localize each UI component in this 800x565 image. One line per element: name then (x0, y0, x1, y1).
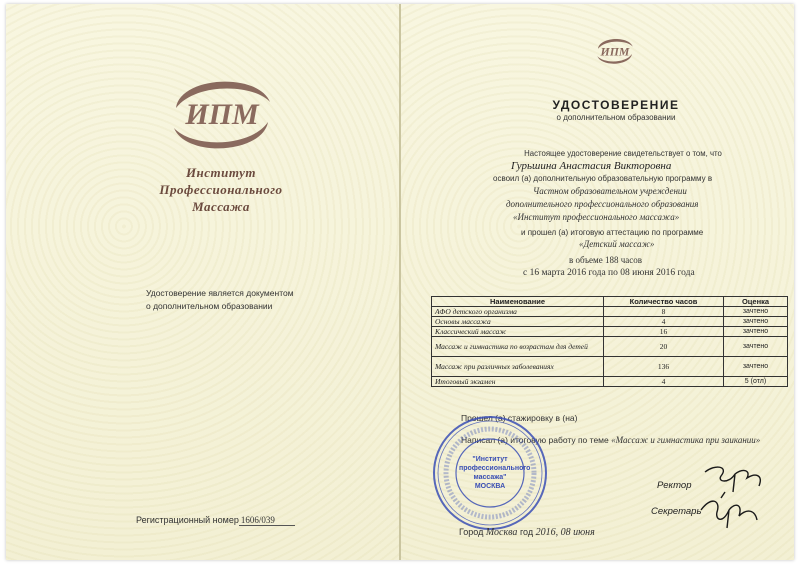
subject-cell: Классический массаж (432, 327, 604, 337)
secretary-signature (697, 490, 761, 532)
stamp-line: "Институт (472, 456, 508, 463)
holder-name: Гурьшина Анастасия Викторовна (511, 160, 672, 172)
certificate-subtitle: о дополнительном образовании (556, 113, 676, 122)
institute-name-line: Профессионального (159, 182, 283, 197)
institute-logo (158, 68, 286, 160)
hours-cell: 136 (604, 357, 724, 377)
certificate-spread (6, 4, 794, 560)
certificate-title: УДОСТОВЕРЕНИЕ (552, 98, 680, 112)
table-row (432, 327, 788, 337)
right-page (401, 4, 794, 560)
reg-label: Регистрационный номер (136, 515, 239, 525)
stamp-line: МОСКВА (474, 483, 506, 490)
table-row (432, 317, 788, 327)
note-line: о дополнительном образовании (146, 301, 273, 311)
subject-cell: Массаж при различных заболеваниях (432, 357, 604, 377)
subject-cell: Массаж и гимнастика по возрастам для детей (432, 337, 604, 357)
grade-cell: зачтено (724, 337, 788, 357)
year-label: год (519, 527, 534, 537)
hours-table (431, 296, 788, 387)
attestation-line: и прошел (а) итоговую аттестацию по программе (521, 228, 704, 237)
table-row (432, 377, 788, 387)
institute-name (116, 164, 326, 215)
table-header: Оценка (724, 297, 788, 307)
reg-number-value: 1606/039 (239, 515, 295, 526)
program-line: освоил (а) дополнительную образовательную программу в (493, 174, 713, 183)
grade-cell: зачтено (724, 307, 788, 317)
table-row (432, 337, 788, 357)
hours-cell: 16 (604, 327, 724, 337)
hours-cell: 4 (604, 377, 724, 387)
registration-number (136, 515, 295, 526)
intro-text: Настоящее удостоверение свидетельствует о том, что (524, 149, 722, 158)
rector-label: Ректор (657, 480, 692, 491)
city-label: Город (459, 527, 484, 537)
city-value: Москва (485, 527, 518, 538)
logo-text: ИПМ (185, 98, 259, 131)
institute-logo-small (591, 34, 639, 68)
logo-text: ИПМ (600, 44, 630, 59)
org-line: Частном образовательном учреждении (533, 186, 687, 196)
program-name: «Детский массаж» (579, 239, 655, 249)
hours-cell: 4 (604, 317, 724, 327)
stamp-line: профессионального (459, 465, 531, 472)
institute-name-line: Массажа (192, 199, 250, 214)
thesis-topic: «Массаж и гимнастика при заикании» (611, 435, 761, 445)
table-header: Количество часов (604, 297, 724, 307)
org-line: «Институт профессионального массажа» (513, 212, 680, 222)
secretary-label: Секретарь (651, 506, 702, 517)
issue-date: 2016, 08 июня (535, 527, 595, 538)
dates-line: с 16 марта 2016 года по 08 июня 2016 года (523, 268, 695, 278)
document-note (146, 287, 326, 313)
subject-cell: АФО детского организма (432, 307, 604, 317)
hours-cell: 20 (604, 337, 724, 357)
stamp-line: массажа" (473, 474, 507, 481)
left-page (6, 4, 399, 560)
subject-cell: Основы массажа (432, 317, 604, 327)
table-header: Наименование (432, 297, 604, 307)
grade-cell: 5 (отл) (724, 377, 788, 387)
grade-cell: зачтено (724, 317, 788, 327)
grade-cell: зачтено (724, 327, 788, 337)
table-row (432, 357, 788, 377)
stamp-text (459, 455, 531, 491)
thesis-label: Написал (а) итоговую работу по теме (461, 435, 609, 445)
internship-line: Прошел (а) стажировку в (на) (461, 413, 578, 423)
table-row (432, 307, 788, 317)
hours-cell: 8 (604, 307, 724, 317)
org-line: дополнительного профессионального образования (506, 199, 699, 209)
city-date-line (459, 527, 595, 538)
subject-cell: Итоговый экзамен (432, 377, 604, 387)
grade-cell: зачтено (724, 357, 788, 377)
note-line: Удостоверение является документом (146, 288, 294, 298)
volume-line: в объеме 188 часов (569, 255, 642, 265)
institute-name-line: Институт (185, 165, 257, 180)
